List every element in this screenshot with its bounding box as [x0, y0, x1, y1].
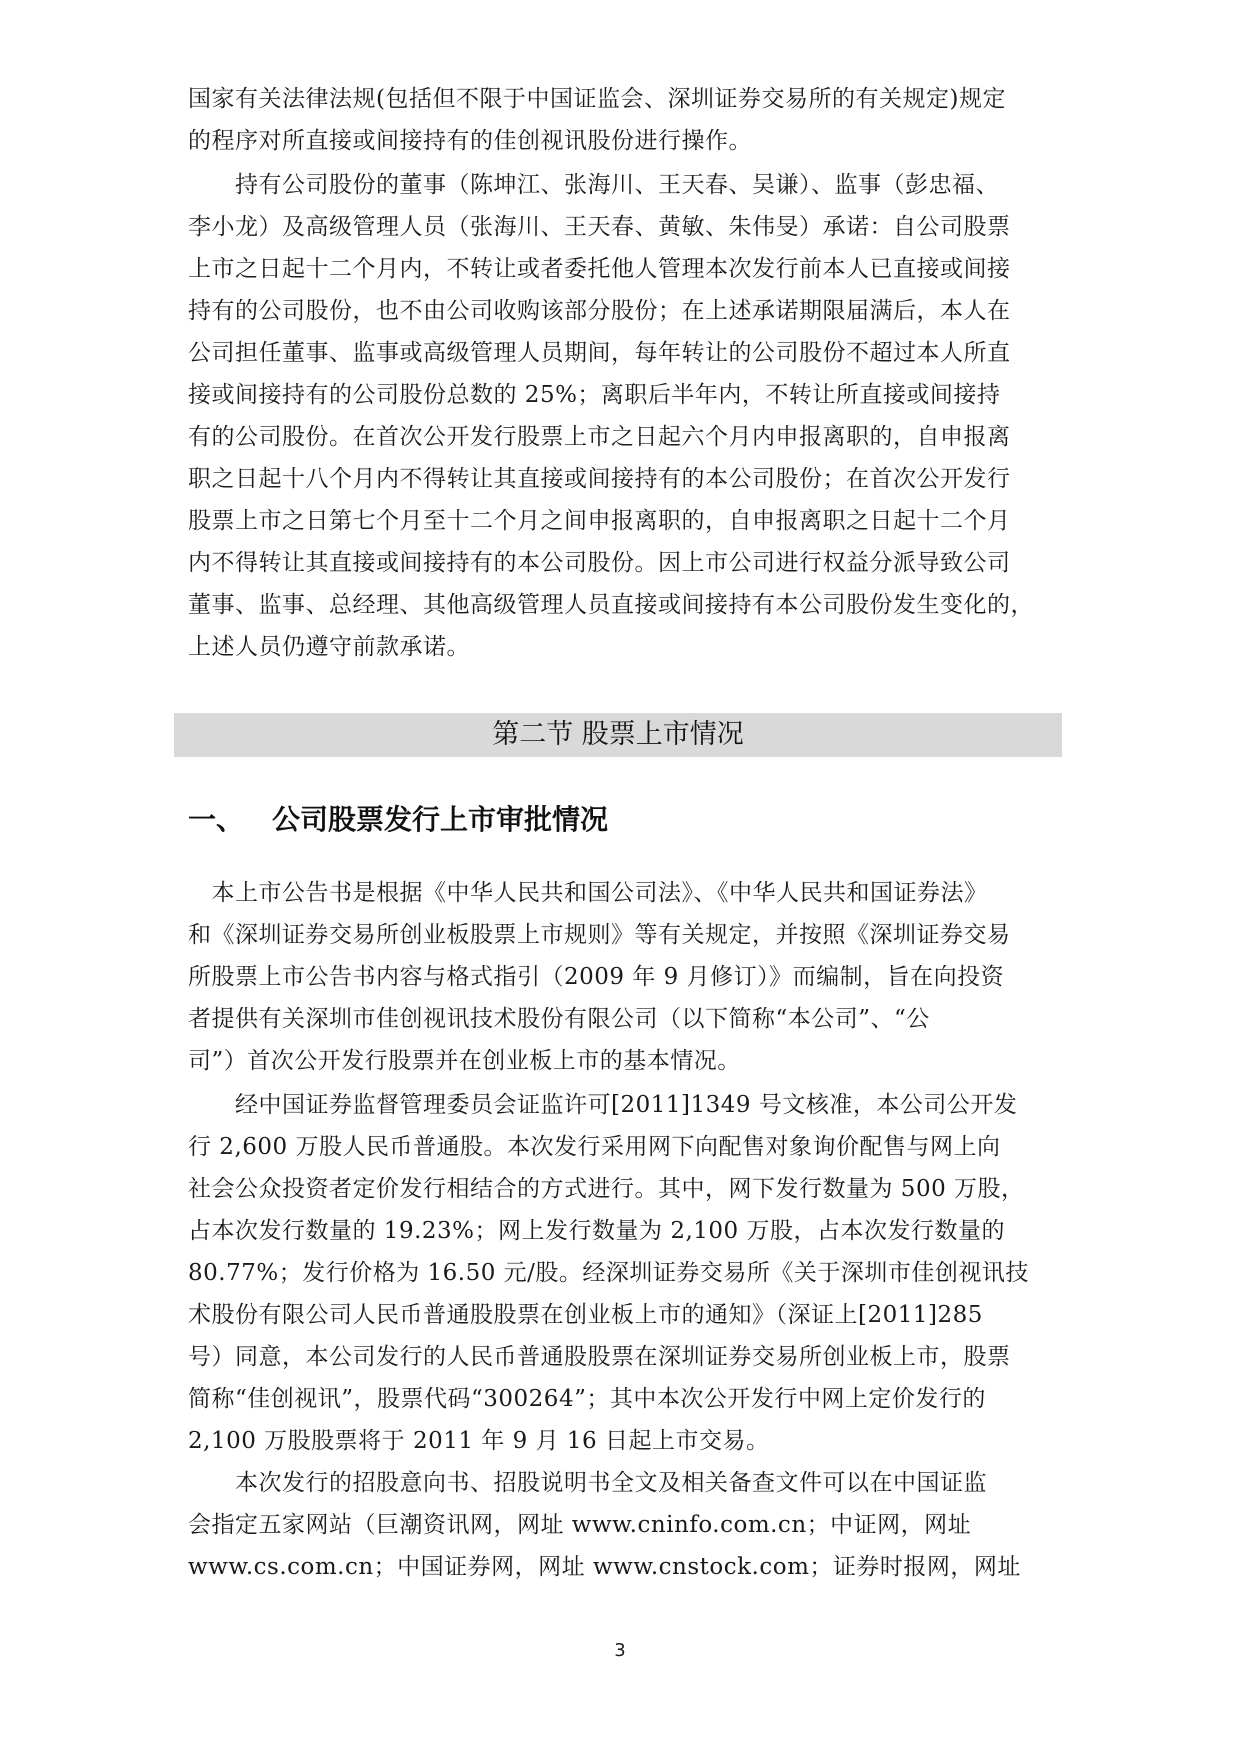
text-line: 本上市公告书是根据《中华人民共和国公司法》、《中华人民共和国证券法》 [188, 880, 988, 906]
section-heading: 第二节 股票上市情况 [174, 713, 1062, 757]
text-line: 社会公众投资者定价发行相结合的方式进行。其中，网下发行数量为 500 万股， [188, 1176, 1025, 1202]
director-commitment-paragraph [188, 164, 1060, 668]
text-line: www.cs.com.cn；中国证券网，网址 www.cnstock.com；证券时报网，网址 [188, 1554, 1021, 1580]
text-line: 2,100 万股股票将于 2011 年 9 月 16 日起上市交易。 [188, 1428, 770, 1454]
text-line: 所股票上市公告书内容与格式指引（2009 年 9 月修订）》而编制，旨在向投资 [188, 964, 1005, 990]
text-line: 者提供有关深圳市佳创视讯技术股份有限公司（以下简称“本公司”、“公 [188, 1006, 930, 1032]
text-line: 董事、监事、总经理、其他高级管理人员直接或间接持有本公司股份发生变化的， [188, 592, 1034, 618]
text-line: 接或间接持有的公司股份总数的 25%；离职后半年内，不转让所直接或间接持 [188, 382, 1001, 408]
text-line: 股票上市之日第七个月至十二个月之间申报离职的，自申报离职之日起十二个月 [188, 508, 1011, 534]
text-line: 李小龙）及高级管理人员（张海川、王天春、黄敏、朱伟旻）承诺：自公司股票 [188, 214, 1011, 240]
text-line: 和《深圳证券交易所创业板股票上市规则》等有关规定，并按照《深圳证券交易 [188, 922, 1011, 948]
approval-paragraph [188, 1084, 1060, 1462]
subsection-title: 公司股票发行上市审批情况 [272, 803, 609, 836]
text-line: 职之日起十八个月内不得转让其直接或间接持有的本公司股份；在首次公开发行 [188, 466, 1011, 492]
text-line: 80.77%；发行价格为 16.50 元/股。经深圳证券交易所《关于深圳市佳创视讯技 [188, 1260, 1029, 1286]
subsection-heading [188, 800, 608, 840]
text-line: 上市之日起十二个月内，不转让或者委托他人管理本次发行前本人已直接或间接 [188, 256, 1011, 282]
text-line: 持有的公司股份，也不由公司收购该部分股份；在上述承诺期限届满后，本人在 [188, 298, 1011, 324]
text-line: 会指定五家网站（巨潮资讯网，网址 www.cninfo.com.cn；中证网，网址 [188, 1512, 972, 1538]
text-line: 经中国证券监督管理委员会证监许可[2011]1349 号文核准，本公司公开发 [188, 1092, 1018, 1118]
text-line: 持有公司股份的董事（陈坤江、张海川、王天春、吴谦）、监事（彭忠福、 [188, 172, 999, 198]
text-line: 号）同意，本公司发行的人民币普通股股票在深圳证券交易所创业板上市，股票 [188, 1344, 1011, 1370]
text-line: 本次发行的招股意向书、招股说明书全文及相关备查文件可以在中国证监 [188, 1470, 987, 1496]
text-line: 的程序对所直接或间接持有的佳创视讯股份进行操作。 [188, 128, 752, 154]
intro-paragraph [188, 78, 1060, 162]
text-line: 内不得转让其直接或间接持有的本公司股份。因上市公司进行权益分派导致公司 [188, 550, 1011, 576]
text-line: 简称“佳创视讯”，股票代码“300264”；其中本次公开发行中网上定价发行的 [188, 1386, 986, 1412]
text-line: 公司担任董事、监事或高级管理人员期间，每年转让的公司股份不超过本人所直 [188, 340, 1011, 366]
text-line: 有的公司股份。在首次公开发行股票上市之日起六个月内申报离职的，自申报离 [188, 424, 1011, 450]
text-line: 司”）首次公开发行股票并在创业板上市的基本情况。 [188, 1048, 741, 1074]
text-line: 占本次发行数量的 19.23%；网上发行数量为 2,100 万股，占本次发行数量的 [188, 1218, 1005, 1244]
subsection-number: 一、 [188, 803, 245, 836]
text-line: 行 2,600 万股人民币普通股。本次发行采用网下向配售对象询价配售与网上向 [188, 1134, 1001, 1160]
text-line: 术股份有限公司人民币普通股股票在创业板上市的通知》（深证上[2011]285 [188, 1302, 983, 1328]
text-line: 上述人员仍遵守前款承诺。 [188, 634, 470, 660]
listing-basis-paragraph [188, 872, 1060, 1082]
text-line: 国家有关法律法规(包括但不限于中国证监会、深圳证券交易所的有关规定)规定 [188, 86, 1006, 112]
page-number: 3 [614, 1640, 626, 1661]
documents-paragraph [188, 1462, 1060, 1588]
